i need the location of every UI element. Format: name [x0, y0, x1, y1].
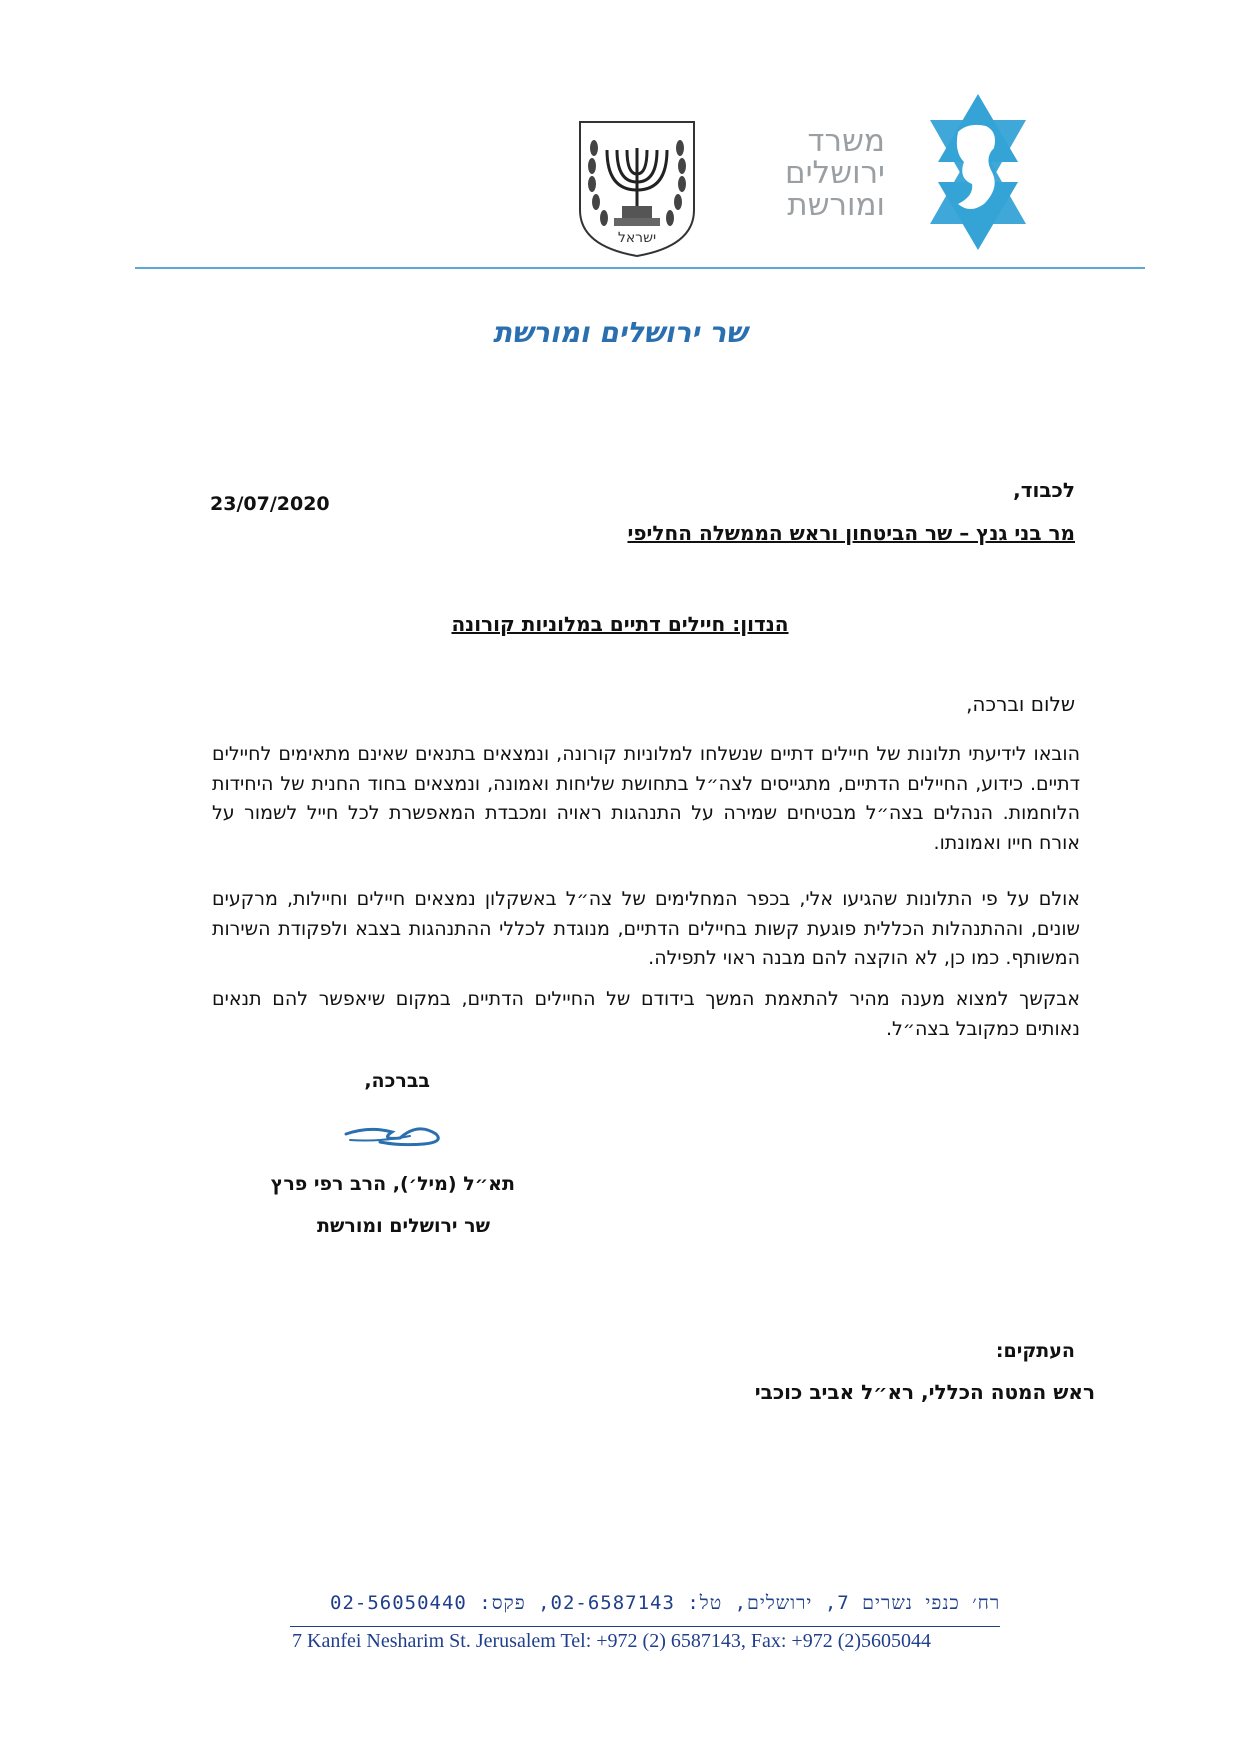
- copies-label: העתקים:: [995, 1340, 1075, 1362]
- body-paragraph-2: אולם על פי התלונות שהגיעו אלי, בכפר המחלימים של צה״ל באשקלון נמצאים חיילים וחיילות, מרקעים שונים, וההתנהלות הכללית פוגעת קשות בחיילים הדתיים, מנוגדת לכללי ההתנהגות בצבא ולפקודת השירות המשותף. כמו כן, לא הוקצה להם מבנה ראוי לתפילה.: [212, 888, 1080, 969]
- ministry-name-line3: ומורשת: [787, 187, 885, 223]
- minister-title: שר ירושלים ומורשת: [492, 316, 748, 349]
- to-label: לכבוד,: [1013, 478, 1075, 502]
- ministry-name-line2: ירושלים: [785, 155, 885, 191]
- footer-english-address: 7 Kanfei Nesharim St. Jerusalem Tel: +972 (2) 6587143, Fax: +972 (2)5605044: [292, 1630, 932, 1652]
- header-divider: [135, 267, 1145, 269]
- signer-title: שר ירושלים ומורשת: [317, 1215, 490, 1237]
- footer-divider: [290, 1626, 1000, 1627]
- body-paragraph-1: הובאו לידיעתי תלונות של חיילים דתיים שנשלחו למלוניות קורונה, ונמצאים בתנאים שאינם מתאימים לחיילים דתיים. כידוע, החיילים הדתיים, מתגייסים לצה״ל בתחושת שליחות ואמונה, ונמצאים בחוד החנית של היחידות הלוחמות. הנהלים בצה״ל מבטיחים שמירה על התנהגות ראויה ומכבדת המאפשרת לכל חייל לשמור על אורח חייו ואמונתו.: [212, 743, 1080, 854]
- subject-line: הנדון: חיילים דתיים במלוניות קורונה: [451, 612, 789, 636]
- greeting: שלום וברכה,: [966, 692, 1075, 716]
- ministry-name-line1: משרד: [807, 123, 885, 159]
- recipient: מר בני גנץ – שר הביטחון וראש הממשלה החליפי: [627, 521, 1075, 545]
- footer-hebrew-address: רח׳ כנפי נשרים 7, ירושלים, טל: 02-6587143, פקס: 02-56050440: [330, 1592, 1001, 1614]
- state-emblem-icon: [574, 118, 700, 260]
- emblem-text: ישראל: [617, 230, 657, 246]
- letter-date: 23/07/2020: [210, 493, 330, 515]
- copies-recipient: ראש המטה הכללי, רא״ל אביב כוכבי: [754, 1380, 1095, 1404]
- body-paragraph-3: אבקשך למצוא מענה מהיר להתאמת המשך בידודם של החיילים הדתיים, במקום שיאפשר להם תנאים נאותים כמקובל בצה״ל.: [212, 988, 1080, 1040]
- signoff: בברכה,: [364, 1070, 430, 1092]
- ministry-name: [745, 125, 885, 221]
- handwritten-signature-icon: [340, 1112, 450, 1152]
- signer-name: תא״ל (מיל׳), הרב רפי פרץ: [270, 1173, 515, 1195]
